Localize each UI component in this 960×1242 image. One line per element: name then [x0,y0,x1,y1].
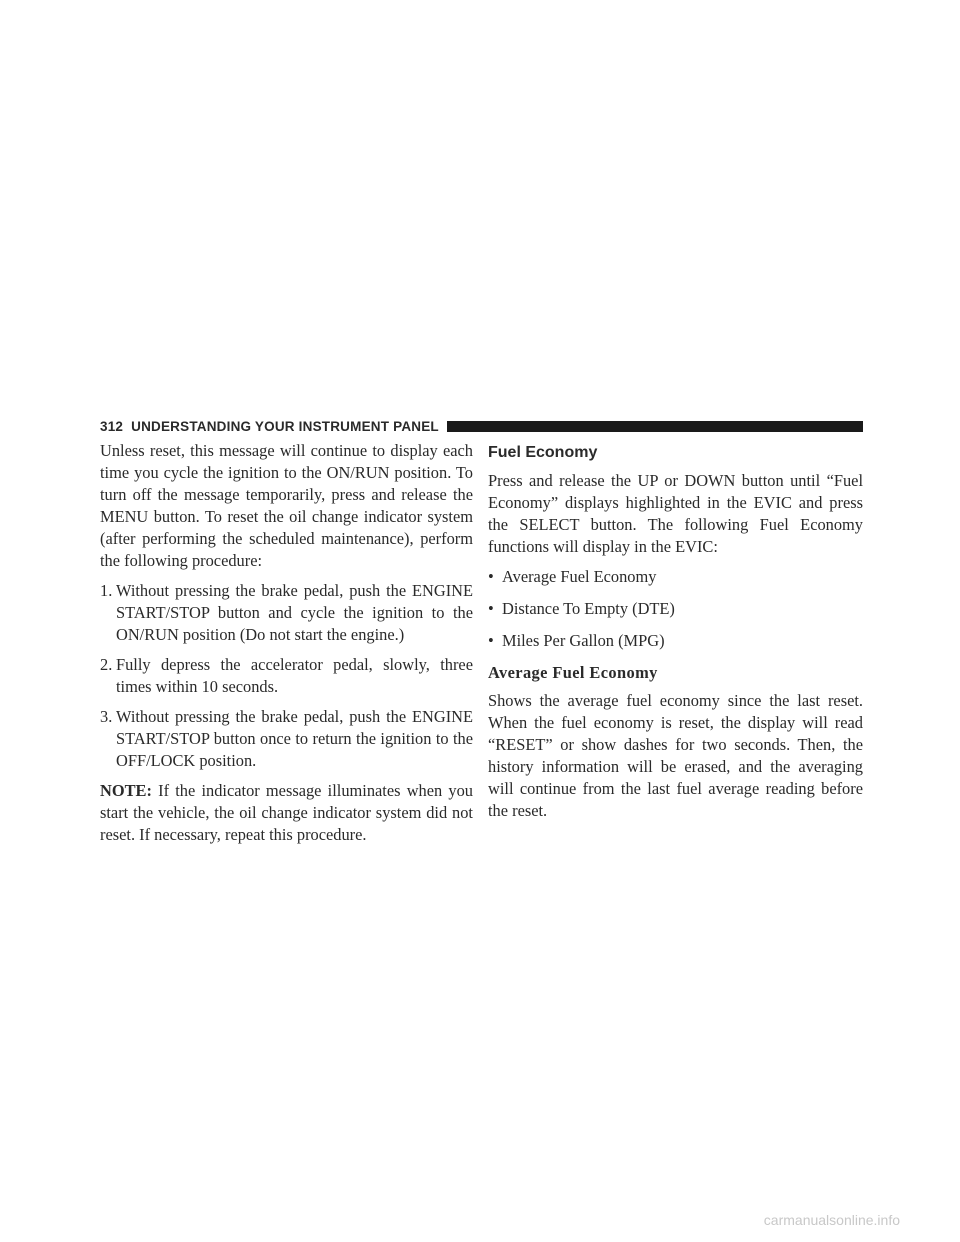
step-text: Fully depress the accelerator pedal, slowly, three times within 10 seconds. [116,655,473,696]
list-item-text: Miles Per Gallon (MPG) [502,631,665,650]
average-fuel-economy-body: Shows the average fuel economy since the last reset. When the fuel economy is reset, the display will read “RESET” or show dashes for two seconds. Then, the history information will be erased, and the averaging will continue from the last fuel average reading before the reset. [488,691,863,820]
list-item [488,598,863,620]
subsection-heading: Average Fuel Economy [488,663,658,682]
bullet-icon: • [488,599,494,618]
step-1 [100,580,473,646]
section-title: UNDERSTANDING YOUR INSTRUMENT PANEL [131,418,439,434]
note-text: If the indicator message illuminates when you start the vehicle, the oil change indicator system did not reset. If necessary, repeat this procedure. [100,781,473,844]
page-number: 312 [100,418,124,434]
section-heading: Fuel Economy [488,444,598,461]
step-text: Without pressing the brake pedal, push the ENGINE START/STOP button once to return the ignition to the OFF/LOCK position. [116,707,473,770]
intro-paragraph: Unless reset, this message will continue to display each time you cycle the ignition to the ON/RUN position. To turn off the message temporarily, press and release the MENU button. To reset the oil change indicator system (after performing the scheduled maintenance), perform the following procedure: [100,441,473,570]
list-item [488,566,863,588]
step-text: Without pressing the brake pedal, push the ENGINE START/STOP button and cycle the ignition to the ON/RUN position (Do not start the engine.) [116,581,473,644]
bullet-icon: • [488,567,494,586]
function-list [488,566,863,652]
list-item [488,630,863,652]
step-number: 3. [100,707,113,726]
list-item-text: Average Fuel Economy [502,567,657,586]
step-3 [100,706,473,772]
step-number: 1. [100,581,113,600]
step-number: 2. [100,655,113,674]
left-column [100,440,473,854]
header-rule [447,421,863,432]
right-column [488,440,863,830]
bullet-icon: • [488,631,494,650]
note-paragraph [100,780,473,846]
page-header [100,417,863,435]
list-item-text: Distance To Empty (DTE) [502,599,675,618]
note-label: NOTE: [100,781,152,800]
fuel-economy-intro: Press and release the UP or DOWN button until “Fuel Economy” displays highlighted in the EVIC and press the SELECT button. The following Fuel Economy functions will display in the EVIC: [488,471,863,556]
step-2 [100,654,473,698]
watermark: carmanualsonline.info [763,1212,900,1228]
